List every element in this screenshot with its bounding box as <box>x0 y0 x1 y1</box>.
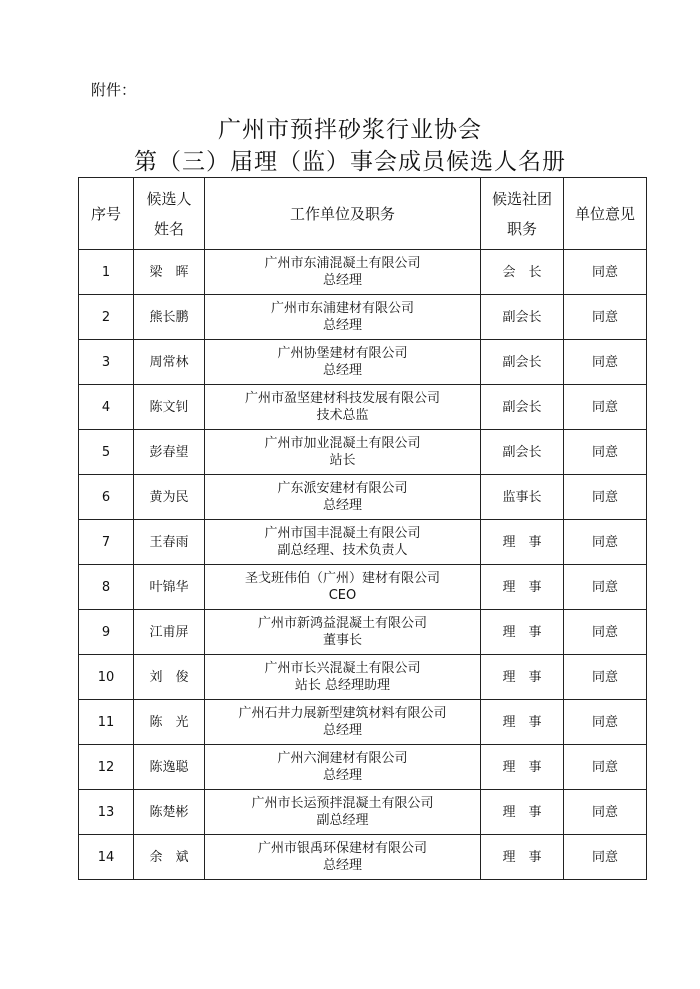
row-name: 陈楚彬 <box>134 790 205 835</box>
row-position: 副会长 <box>481 295 564 340</box>
header-position-line2: 职务 <box>506 219 537 238</box>
table-row <box>79 295 647 340</box>
candidate-roster-table <box>78 177 647 880</box>
row-work-unit <box>205 430 481 475</box>
row-title: 总经理 <box>322 273 362 288</box>
header-candidate-line2: 姓名 <box>153 219 184 238</box>
row-org: 圣戈班伟伯（广州）建材有限公司 <box>244 571 440 586</box>
attachment-label: 附件： <box>91 81 137 99</box>
row-title: 总经理 <box>322 318 362 333</box>
table-row <box>79 655 647 700</box>
row-opinion: 同意 <box>564 385 647 430</box>
row-work-unit <box>205 295 481 340</box>
row-name: 彭春望 <box>134 430 205 475</box>
row-index: 4 <box>79 385 134 430</box>
row-opinion: 同意 <box>564 340 647 385</box>
row-opinion: 同意 <box>564 835 647 880</box>
row-name: 周常林 <box>134 340 205 385</box>
document-title-line2: 第（三）届理（监）事会成员候选人名册 <box>134 149 566 175</box>
row-position: 理 事 <box>481 790 564 835</box>
row-work-unit <box>205 475 481 520</box>
row-org: 广东派安建材有限公司 <box>277 481 408 496</box>
row-index: 12 <box>79 745 134 790</box>
header-work-unit: 工作单位及职务 <box>205 178 481 250</box>
row-org: 广州六涧建材有限公司 <box>277 751 408 766</box>
row-position: 理 事 <box>481 610 564 655</box>
row-opinion: 同意 <box>564 790 647 835</box>
row-position: 理 事 <box>481 520 564 565</box>
row-work-unit <box>205 700 481 745</box>
row-index: 11 <box>79 700 134 745</box>
row-title: 技术总监 <box>316 408 369 423</box>
row-index: 9 <box>79 610 134 655</box>
table-row <box>79 700 647 745</box>
row-opinion: 同意 <box>564 655 647 700</box>
row-opinion: 同意 <box>564 295 647 340</box>
row-work-unit <box>205 520 481 565</box>
row-title: 副总经理、技术负责人 <box>277 543 408 558</box>
row-name: 熊长鹏 <box>134 295 205 340</box>
row-org: 广州协堡建材有限公司 <box>277 346 408 361</box>
table-row <box>79 385 647 430</box>
row-position: 理 事 <box>481 700 564 745</box>
row-index: 2 <box>79 295 134 340</box>
header-position-line1: 候选社团 <box>491 189 552 208</box>
row-index: 13 <box>79 790 134 835</box>
row-work-unit <box>205 655 481 700</box>
row-index: 6 <box>79 475 134 520</box>
table-row <box>79 430 647 475</box>
row-position: 理 事 <box>481 745 564 790</box>
row-title: 副总经理 <box>316 813 369 828</box>
row-title: 董事长 <box>322 633 362 648</box>
row-position: 理 事 <box>481 835 564 880</box>
row-name: 叶锦华 <box>134 565 205 610</box>
row-work-unit <box>205 250 481 295</box>
table-row <box>79 565 647 610</box>
row-position: 会 长 <box>481 250 564 295</box>
row-org: 广州市东浦建材有限公司 <box>270 301 414 316</box>
row-org: 广州市国丰混凝土有限公司 <box>264 526 421 541</box>
table-header <box>79 178 647 250</box>
row-work-unit <box>205 610 481 655</box>
row-index: 1 <box>79 250 134 295</box>
row-name: 刘 俊 <box>134 655 205 700</box>
table-row <box>79 835 647 880</box>
row-work-unit <box>205 835 481 880</box>
row-org: 广州市长兴混凝土有限公司 <box>264 661 421 676</box>
header-index: 序号 <box>79 178 134 250</box>
row-work-unit <box>205 745 481 790</box>
row-opinion: 同意 <box>564 430 647 475</box>
row-opinion: 同意 <box>564 250 647 295</box>
row-name: 余 斌 <box>134 835 205 880</box>
row-work-unit <box>205 385 481 430</box>
row-position: 理 事 <box>481 565 564 610</box>
row-org: 广州市盈坚建材科技发展有限公司 <box>244 391 440 406</box>
row-title: 总经理 <box>322 498 362 513</box>
table-row <box>79 475 647 520</box>
row-opinion: 同意 <box>564 700 647 745</box>
header-position <box>481 178 564 250</box>
table-row <box>79 745 647 790</box>
row-name: 江甫屏 <box>134 610 205 655</box>
header-candidate-line1: 候选人 <box>146 189 192 208</box>
row-position: 监事长 <box>481 475 564 520</box>
row-position: 副会长 <box>481 340 564 385</box>
row-position: 副会长 <box>481 385 564 430</box>
row-position: 理 事 <box>481 655 564 700</box>
row-name: 王春雨 <box>134 520 205 565</box>
row-opinion: 同意 <box>564 565 647 610</box>
row-title: 站长 <box>329 453 356 468</box>
row-index: 7 <box>79 520 134 565</box>
row-work-unit <box>205 565 481 610</box>
row-work-unit <box>205 340 481 385</box>
row-index: 3 <box>79 340 134 385</box>
row-name: 黄为民 <box>134 475 205 520</box>
row-org: 广州石井力展新型建筑材料有限公司 <box>238 706 447 721</box>
row-position: 副会长 <box>481 430 564 475</box>
document-title-line1: 广州市预拌砂浆行业协会 <box>218 117 482 143</box>
table-row <box>79 340 647 385</box>
header-candidate-name <box>134 178 205 250</box>
row-title: 站长 总经理助理 <box>294 678 391 693</box>
table-row <box>79 520 647 565</box>
table-row <box>79 610 647 655</box>
header-row <box>79 178 647 250</box>
table-body <box>79 250 647 880</box>
row-title: 总经理 <box>322 858 362 873</box>
table-row <box>79 790 647 835</box>
row-org: 广州市加业混凝土有限公司 <box>264 436 421 451</box>
table-row <box>79 250 647 295</box>
row-name: 陈 光 <box>134 700 205 745</box>
row-name: 陈文钊 <box>134 385 205 430</box>
row-opinion: 同意 <box>564 520 647 565</box>
row-title: 总经理 <box>322 723 362 738</box>
row-work-unit <box>205 790 481 835</box>
row-opinion: 同意 <box>564 475 647 520</box>
row-index: 5 <box>79 430 134 475</box>
row-name: 梁 晖 <box>134 250 205 295</box>
row-opinion: 同意 <box>564 610 647 655</box>
row-index: 14 <box>79 835 134 880</box>
row-org: 广州市银禹环保建材有限公司 <box>257 841 427 856</box>
row-name: 陈逸聪 <box>134 745 205 790</box>
row-org: 广州市东浦混凝土有限公司 <box>264 256 421 271</box>
row-org: 广州市新鸿益混凝土有限公司 <box>257 616 427 631</box>
header-opinion: 单位意见 <box>564 178 647 250</box>
row-index: 8 <box>79 565 134 610</box>
row-opinion: 同意 <box>564 745 647 790</box>
row-title: 总经理 <box>322 363 362 378</box>
row-title: CEO <box>328 588 357 603</box>
row-title: 总经理 <box>322 768 362 783</box>
row-index: 10 <box>79 655 134 700</box>
row-org: 广州市长运预拌混凝土有限公司 <box>251 796 434 811</box>
